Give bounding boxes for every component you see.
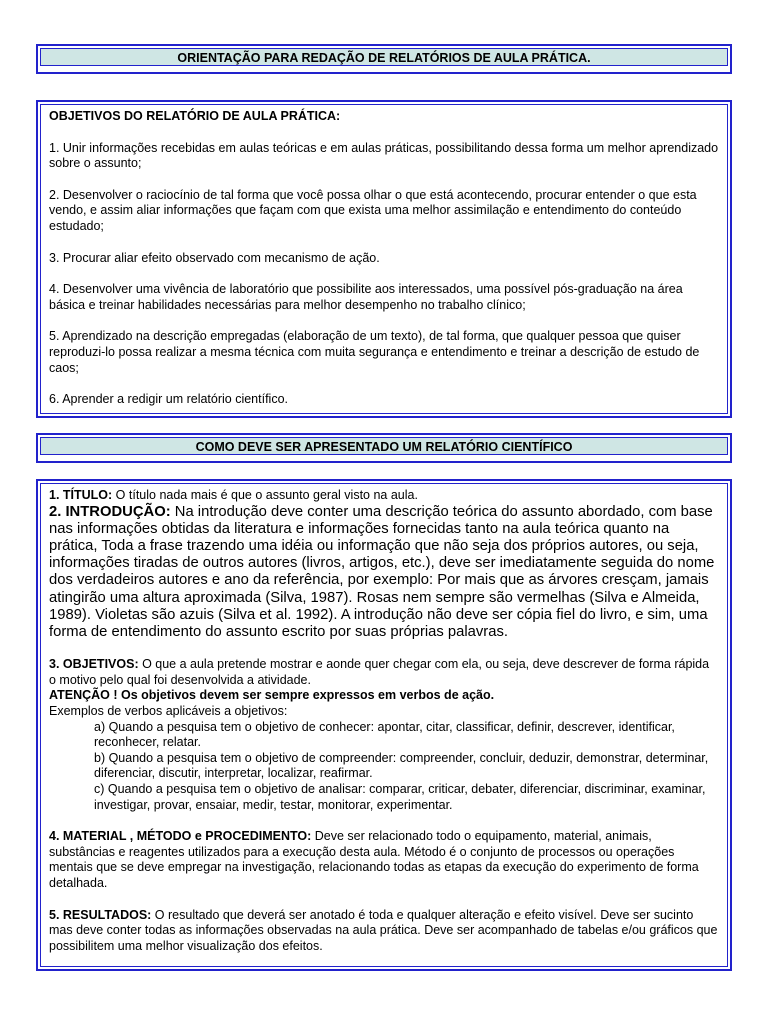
mat-label: 4. MATERIAL , MÉTODO e PROCEDIMENTO: xyxy=(49,829,312,844)
objectives-content xyxy=(40,104,728,414)
section-objetivos xyxy=(49,657,719,688)
section-titulo xyxy=(49,488,719,504)
section-material xyxy=(49,829,719,891)
obj-label: 3. OBJETIVOS: xyxy=(49,657,139,672)
titulo-text: O título nada mais é que o assunto geral visto na aula. xyxy=(112,488,418,502)
titulo-label: 1. TÍTULO: xyxy=(49,488,113,502)
objectives-box xyxy=(36,100,732,418)
obj-text: O que a aula pretende mostrar e aonde quer chegar com ela, ou seja, deve descrever de forma rápida o motivo pelo qual foi desenvolvida a atividade. xyxy=(49,657,710,687)
verb-list-c: c) Quando a pesquisa tem o objetivo de analisar: comparar, criticar, debater, diferenciar, discriminar, examinar, investigar, provar, ensaiar, medir, testar, monitorar, experimentar. xyxy=(94,781,706,812)
page-title: ORIENTAÇÃO PARA REDAÇÃO DE RELATÓRIOS DE AULA PRÁTICA. xyxy=(40,48,728,66)
res-label: 5. RESULTADOS: xyxy=(49,907,152,922)
exemplos-heading: Exemplos de verbos aplicáveis a objetivos: xyxy=(49,704,288,718)
objective-item-3: 3. Procurar aliar efeito observado com mecanismo de ação. xyxy=(49,250,380,265)
mat-text: Deve ser relacionado todo o equipamento, material, animais, substâncias e reagentes utilizados para a execução desta aula. Método é o conjunto de processos ou operações mentais que se deve empregar na investigação, relacionando todas as etapas da execução do experimento de forma detalhada. xyxy=(49,829,699,890)
objective-item-4: 4. Desenvolver uma vivência de laboratório que possibilite aos interessados, uma possível pós-graduação na área básica e treinar habilidades necessárias para melhor desempenho no trabalho clínico; xyxy=(49,282,683,312)
objective-item-6: 6. Aprender a redigir um relatório científico. xyxy=(49,392,289,407)
section-title: COMO DEVE SER APRESENTADO UM RELATÓRIO CIENTÍFICO xyxy=(40,437,728,455)
objective-item-2: 2. Desenvolver o raciocínio de tal forma que você possa olhar o que está acontecendo, procurar entender o que esta vendo, e assim aliar informações que façam com que exista uma melhor assimilação e entendimento do conteúdo estudado; xyxy=(49,187,697,233)
sections-content xyxy=(40,483,728,967)
atencao-note: ATENÇÃO ! Os objetivos devem ser sempre expressos em verbos de ação. xyxy=(49,688,495,703)
intro-label: 2. INTRODUÇÃO: xyxy=(49,503,171,520)
verb-list-a: a) Quando a pesquisa tem o objetivo de conhecer: apontar, citar, classificar, definir, descrever, identificar, reconhecer, relatar. xyxy=(94,719,675,750)
title-banner-orientacao xyxy=(36,44,732,74)
title-banner-relatorio xyxy=(36,433,732,463)
objectives-heading: OBJETIVOS DO RELATÓRIO DE AULA PRÁTICA: xyxy=(49,109,341,123)
section-introducao xyxy=(49,504,719,642)
verb-list-b: b) Quando a pesquisa tem o objetivo de compreender: compreender, concluir, deduzir, demonstrar, determinar, diferenciar, discutir, interpretar, localizar, reafirmar. xyxy=(94,750,709,781)
objective-item-5: 5. Aprendizado na descrição empregadas (elaboração de um texto), de tal forma, que qualquer pessoa que quiser reproduzi-lo possa realizar a mesma técnica com muita segurança e entendimento e treinar a descrição de estudo de caos; xyxy=(49,329,700,375)
res-text: O resultado que deverá ser anotado é toda e qualquer alteração e efeito visível. Deve ser sucinto mas deve conter todas as informações observadas na aula prática. Deve ser acompanhado de tabelas e/ou gráficos que possibilitem uma melhor visualização dos efeitos. xyxy=(49,907,718,953)
intro-text: Na introdução deve conter uma descrição teórica do assunto abordado, com base nas informações obtidas da literatura e informações fornecidas tanto na aula teórica quanto na prática, Toda a frase trazendo uma idéia ou informação que não seja dos próprios autores, ou seja, informações tiradas de outros autores (livros, artigos, etc.), deve ser imediatamente seguida do nome dos verdadeiros autores e ano da referência, por exemplo: Por mais que as árvores cresçam, jamais atingirão uma altura aproximada (Silva, 1987). Rosas nem sempre são vermelhas (Silva e Almeida, 1989). Violetas são azuis (Silva et al. 1992). A introdução não deve ser cópia fiel do livro, e sim, uma forma de entendimento do assunto escrito por suas próprias palavras. xyxy=(49,503,715,641)
sections-box xyxy=(36,479,732,971)
objective-item-1: 1. Unir informações recebidas em aulas teóricas e em aulas práticas, possibilitando dessa forma um melhor aprendizado sobre o assunto; xyxy=(49,140,719,171)
section-resultados xyxy=(49,908,719,955)
